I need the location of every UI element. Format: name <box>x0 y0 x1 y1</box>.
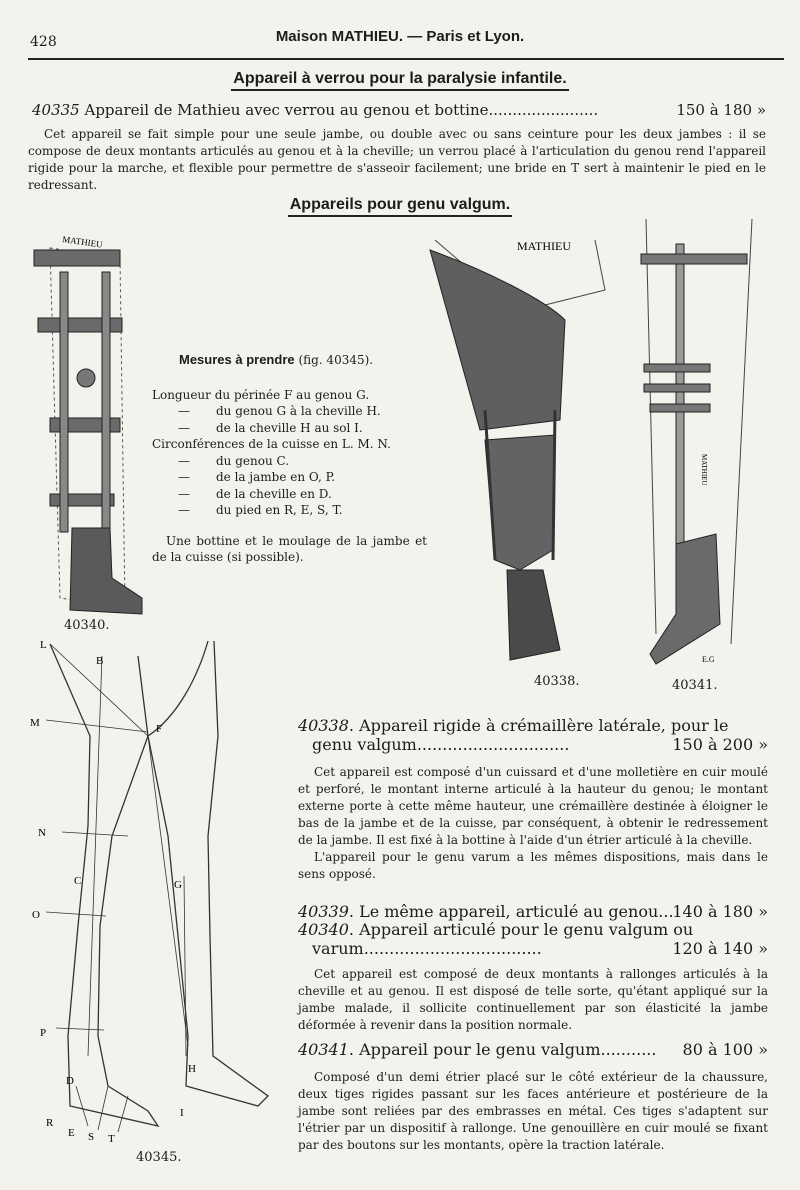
figure-label-40338: 40338. <box>534 674 580 689</box>
measure-dash: — <box>178 470 190 484</box>
product-price: 140 à 180 » <box>672 902 768 921</box>
product-code: 40341 <box>298 1040 349 1059</box>
measure-line <box>152 420 427 437</box>
product-title: . Appareil pour le genu valgum <box>348 1040 601 1059</box>
leg-point-label: D <box>66 1075 74 1087</box>
section-title-genu-valgum <box>0 196 800 214</box>
leg-point-label: M <box>30 717 40 729</box>
product-title-line1 <box>298 920 768 939</box>
measures-note: Une bottine et le moulage de la jambe et de la cuisse (si possible). <box>152 533 427 564</box>
description-paragraph: L'appareil pour le genu varum a les mêmes dispositions, mais dans le sens opposé. <box>298 850 768 881</box>
description-40335 <box>28 126 766 194</box>
measure-dash: — <box>178 420 190 435</box>
measures-title: Mesures à prendre <box>179 352 295 367</box>
measure-line <box>152 387 427 404</box>
header-rule <box>28 58 784 60</box>
leader-dots: ....................... <box>488 101 599 119</box>
leg-point-label: I <box>180 1107 184 1119</box>
product-40338 <box>298 716 768 883</box>
measures-fig-ref: (fig. 40345). <box>298 353 374 367</box>
leg-point-label: P <box>40 1027 47 1039</box>
leg-point-label: N <box>38 827 46 839</box>
product-code: 40335 <box>32 101 80 119</box>
leg-point-label: G <box>174 879 182 891</box>
product-title: genu valgum <box>312 735 417 754</box>
product-title-line2 <box>312 939 768 958</box>
leg-measurement-diagram <box>28 636 278 1146</box>
measure-dash: — <box>178 486 190 501</box>
brace-illustration-40341 <box>636 214 760 674</box>
page-header <box>0 24 800 54</box>
product-title-line2 <box>312 735 768 754</box>
leg-point-label: E <box>68 1127 75 1139</box>
page-title: Maison MATHIEU. — Paris et Lyon. <box>275 28 525 45</box>
section-title-text: Appareils pour genu valgum. <box>288 196 512 217</box>
product-price: 120 à 140 » <box>672 939 768 958</box>
brand-text: MATHIEU <box>700 454 708 486</box>
measure-dash: — <box>178 404 190 418</box>
figure-label-40340: 40340. <box>64 618 110 633</box>
signature-text: E.G <box>702 655 715 664</box>
brand-text: MATHIEU <box>61 234 104 250</box>
measure-text: du genou G à la cheville H. <box>216 404 381 418</box>
product-description <box>298 1069 768 1154</box>
measure-line <box>152 403 427 420</box>
product-code: 40339 <box>298 902 349 921</box>
measure-text: de la jambe en O, P. <box>216 470 336 484</box>
product-title: varum <box>312 939 364 958</box>
measure-line <box>152 436 427 453</box>
leader-dots: ................................... <box>363 939 542 958</box>
leg-point-label: H <box>188 1063 196 1075</box>
brand-text: MATHIEU <box>517 239 571 253</box>
measure-line <box>152 486 427 503</box>
product-code: 40338 <box>298 716 349 735</box>
product-price: 150 à 180 » <box>676 101 766 119</box>
leg-point-label: R <box>46 1117 54 1129</box>
brace-illustration-40340 <box>30 228 150 620</box>
product-title: Appareil de Mathieu avec verrou au genou et bottine <box>79 101 489 119</box>
measure-text: de la cheville en D. <box>216 486 332 501</box>
measure-line <box>152 469 427 486</box>
measure-text: du pied en R, E, S, T. <box>216 503 343 517</box>
measures-block <box>152 352 427 566</box>
measure-text: de la cheville H au sol I. <box>216 420 363 435</box>
description-paragraph: Cet appareil est composé de deux montants à rallonges articulés à la cheville et au genou. Il est disposé de telle sorte, qu'étant appliqué sur la jambe malade, il sollicite continuellement par son élasticité la jambe déformée à revenir dans la position normale. <box>298 967 768 1032</box>
product-title-line1 <box>298 1040 768 1059</box>
measure-text: Circonférences de la cuisse en L. M. N. <box>152 437 391 451</box>
leader-dots: ........... <box>600 1040 657 1059</box>
description-paragraph: Composé d'un demi étrier placé sur le côté extérieur de la chaussure, deux tiges rigides passant sur les faces antérieure et postérieure de la jambe sont reliées par des embrasses en métal. Ces tiges s'adaptent sur l'étrier par un dispositif à rallonge. Une genouillère en cuir moulé se fixant par des boutons sur les montants, opère la traction latérale. <box>298 1070 768 1152</box>
figure-label-40341: 40341. <box>672 678 718 693</box>
product-40341 <box>298 1040 768 1154</box>
leg-point-label: T <box>108 1133 115 1145</box>
measures-heading <box>179 352 427 369</box>
product-40339 <box>298 902 768 921</box>
measure-line <box>152 453 427 470</box>
leg-point-label: L <box>40 639 47 651</box>
measures-list <box>152 387 427 519</box>
measure-dash: — <box>178 453 190 468</box>
product-entry-40335 <box>32 101 766 119</box>
product-title: . Appareil articulé pour le genu valgum ou <box>348 920 694 939</box>
description-text: Cet appareil se fait simple pour une seule jambe, ou double avec ou sans ceinture pour les deux jambes : il se compose de deux montants articulés au genou et à la cheville; un verrou placé à l'articulation du genou rend l'appareil rigide pour la marche, et flexible pour permettre de s'asseoir facilement; une bride en T sert à maintenir le pied en le redressant. <box>28 127 766 192</box>
product-title: . Appareil rigide à crémaillère latérale, pour le <box>348 716 729 735</box>
figure-label-40345: 40345. <box>136 1150 182 1165</box>
product-code: 40340 <box>298 920 349 939</box>
product-price: 80 à 100 » <box>682 1040 768 1059</box>
brace-illustration-40338 <box>425 230 615 670</box>
section-title-text: Appareil à verrou pour la paralysie infantile. <box>231 70 568 91</box>
product-title-line1 <box>298 716 768 735</box>
measure-text: Longueur du périnée F au genou G. <box>152 387 370 402</box>
product-description <box>298 764 768 883</box>
measure-line <box>152 502 427 519</box>
product-description <box>298 966 768 1034</box>
leg-point-label: S <box>88 1131 95 1143</box>
section-title-paralysie <box>0 70 800 88</box>
product-title: . Le même appareil, articulé au genou <box>348 902 659 921</box>
leg-point-label: C <box>74 875 82 887</box>
leg-point-label: O <box>32 909 40 921</box>
leg-point-label: F <box>156 723 163 735</box>
description-paragraph: Cet appareil est composé d'un cuissard et d'une molletière en cuir moulé et perforé, le montant interne articulé à la hauteur du genou; le montant externe porte à cette même hauteur, une crémaillère destinée à éloigner le bas de la jambe et de la cuisse, par conséquent, à obtenir le redressement de la jambe. Il est fixé à la bottine à l'aide d'un étrier articulé à la cheville. <box>298 765 768 847</box>
leg-point-label: B <box>96 655 104 667</box>
product-price: 150 à 200 » <box>672 735 768 754</box>
leader-dots: ... <box>658 902 674 921</box>
leader-dots: .............................. <box>416 735 570 754</box>
measure-text: du genou C. <box>216 453 290 468</box>
product-40340 <box>298 920 768 1034</box>
page-number: 428 <box>30 34 57 50</box>
measure-dash: — <box>178 503 190 517</box>
